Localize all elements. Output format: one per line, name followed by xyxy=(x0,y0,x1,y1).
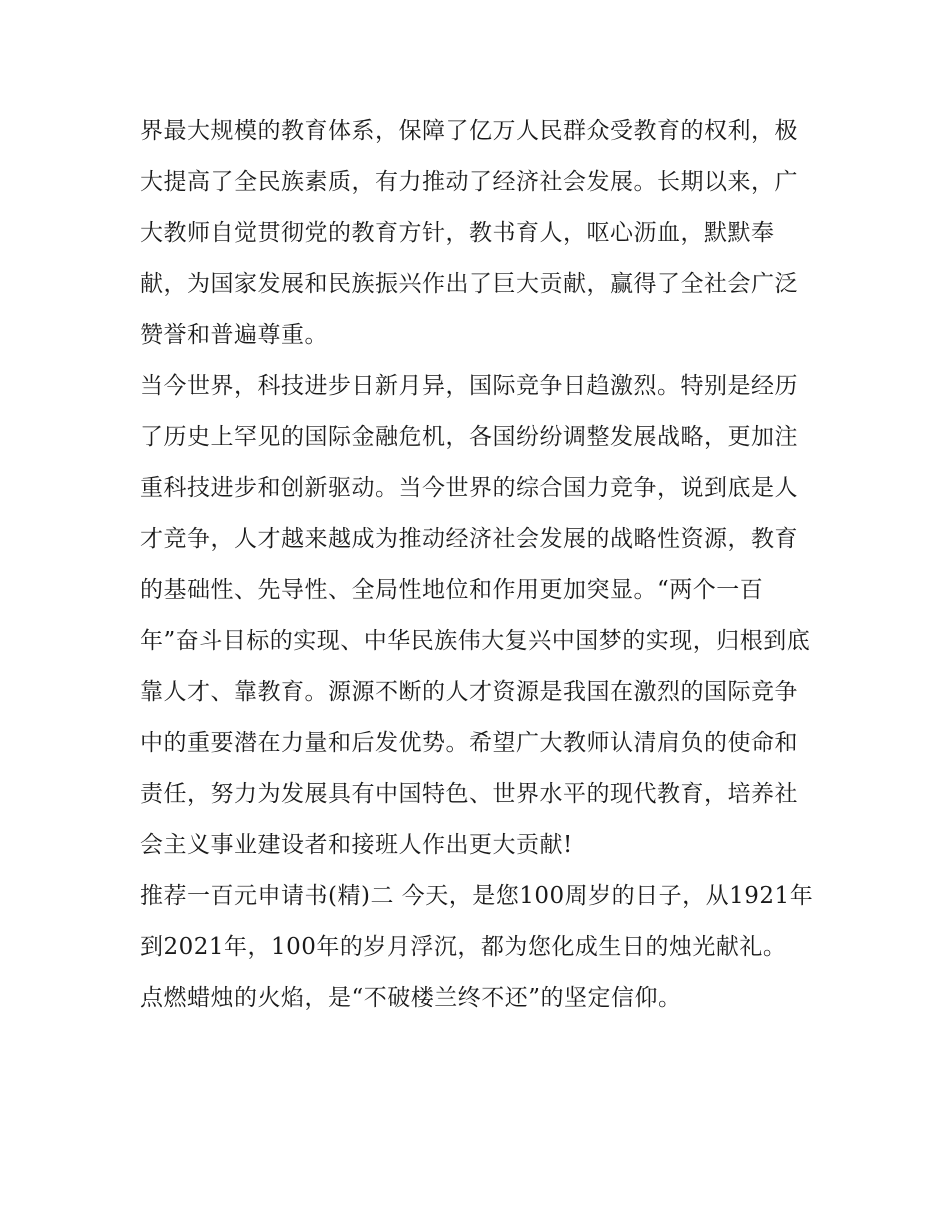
document-body xyxy=(140,106,820,1024)
paragraph-1: 界最大规模的教育体系，保障了亿万人民群众受教育的权利，极大提高了全民族素质，有力推动了经济社会发展。长期以来，广大教师自觉贯彻党的教育方针，教书育人，呕心沥血，默默奉献，为国家发展和民族振兴作出了巨大贡献，赢得了全社会广泛赞誉和普遍尊重。 xyxy=(140,118,798,348)
paragraph-2: 当今世界，科技进步日新月异，国际竞争日趋激烈。特别是经历了历史上罕见的国际金融危机，各国纷纷调整发展战略，更加注重科技进步和创新驱动。当今世界的综合国力竞争，说到底是人才竞争，人才越来越成为推动经济社会发展的战略性资源，教育的基础性、先导性、全局性地位和作用更加突显。“两个一百年”奋斗目标的实现、中华民族伟大复兴中国梦的实现，归根到底靠人才、靠教育。源源不断的人才资源是我国在激烈的国际竞争中的重要潜在力量和后发优势。希望广大教师认清肩负的使命和责任，努力为发展具有中国特色、世界水平的现代教育，培养社会主义事业建设者和接班人作出更大贡献! xyxy=(140,373,811,858)
paragraph-4: 点燃蜡烛的火焰，是“不破楼兰终不还”的坚定信仰。 xyxy=(140,985,682,1011)
paragraph-3: 推荐一百元申请书(精)二 今天，是您100周岁的日子，从1921年到2021年，100年的岁月浮沉，都为您化成生日的烛光献礼。 xyxy=(140,883,814,960)
